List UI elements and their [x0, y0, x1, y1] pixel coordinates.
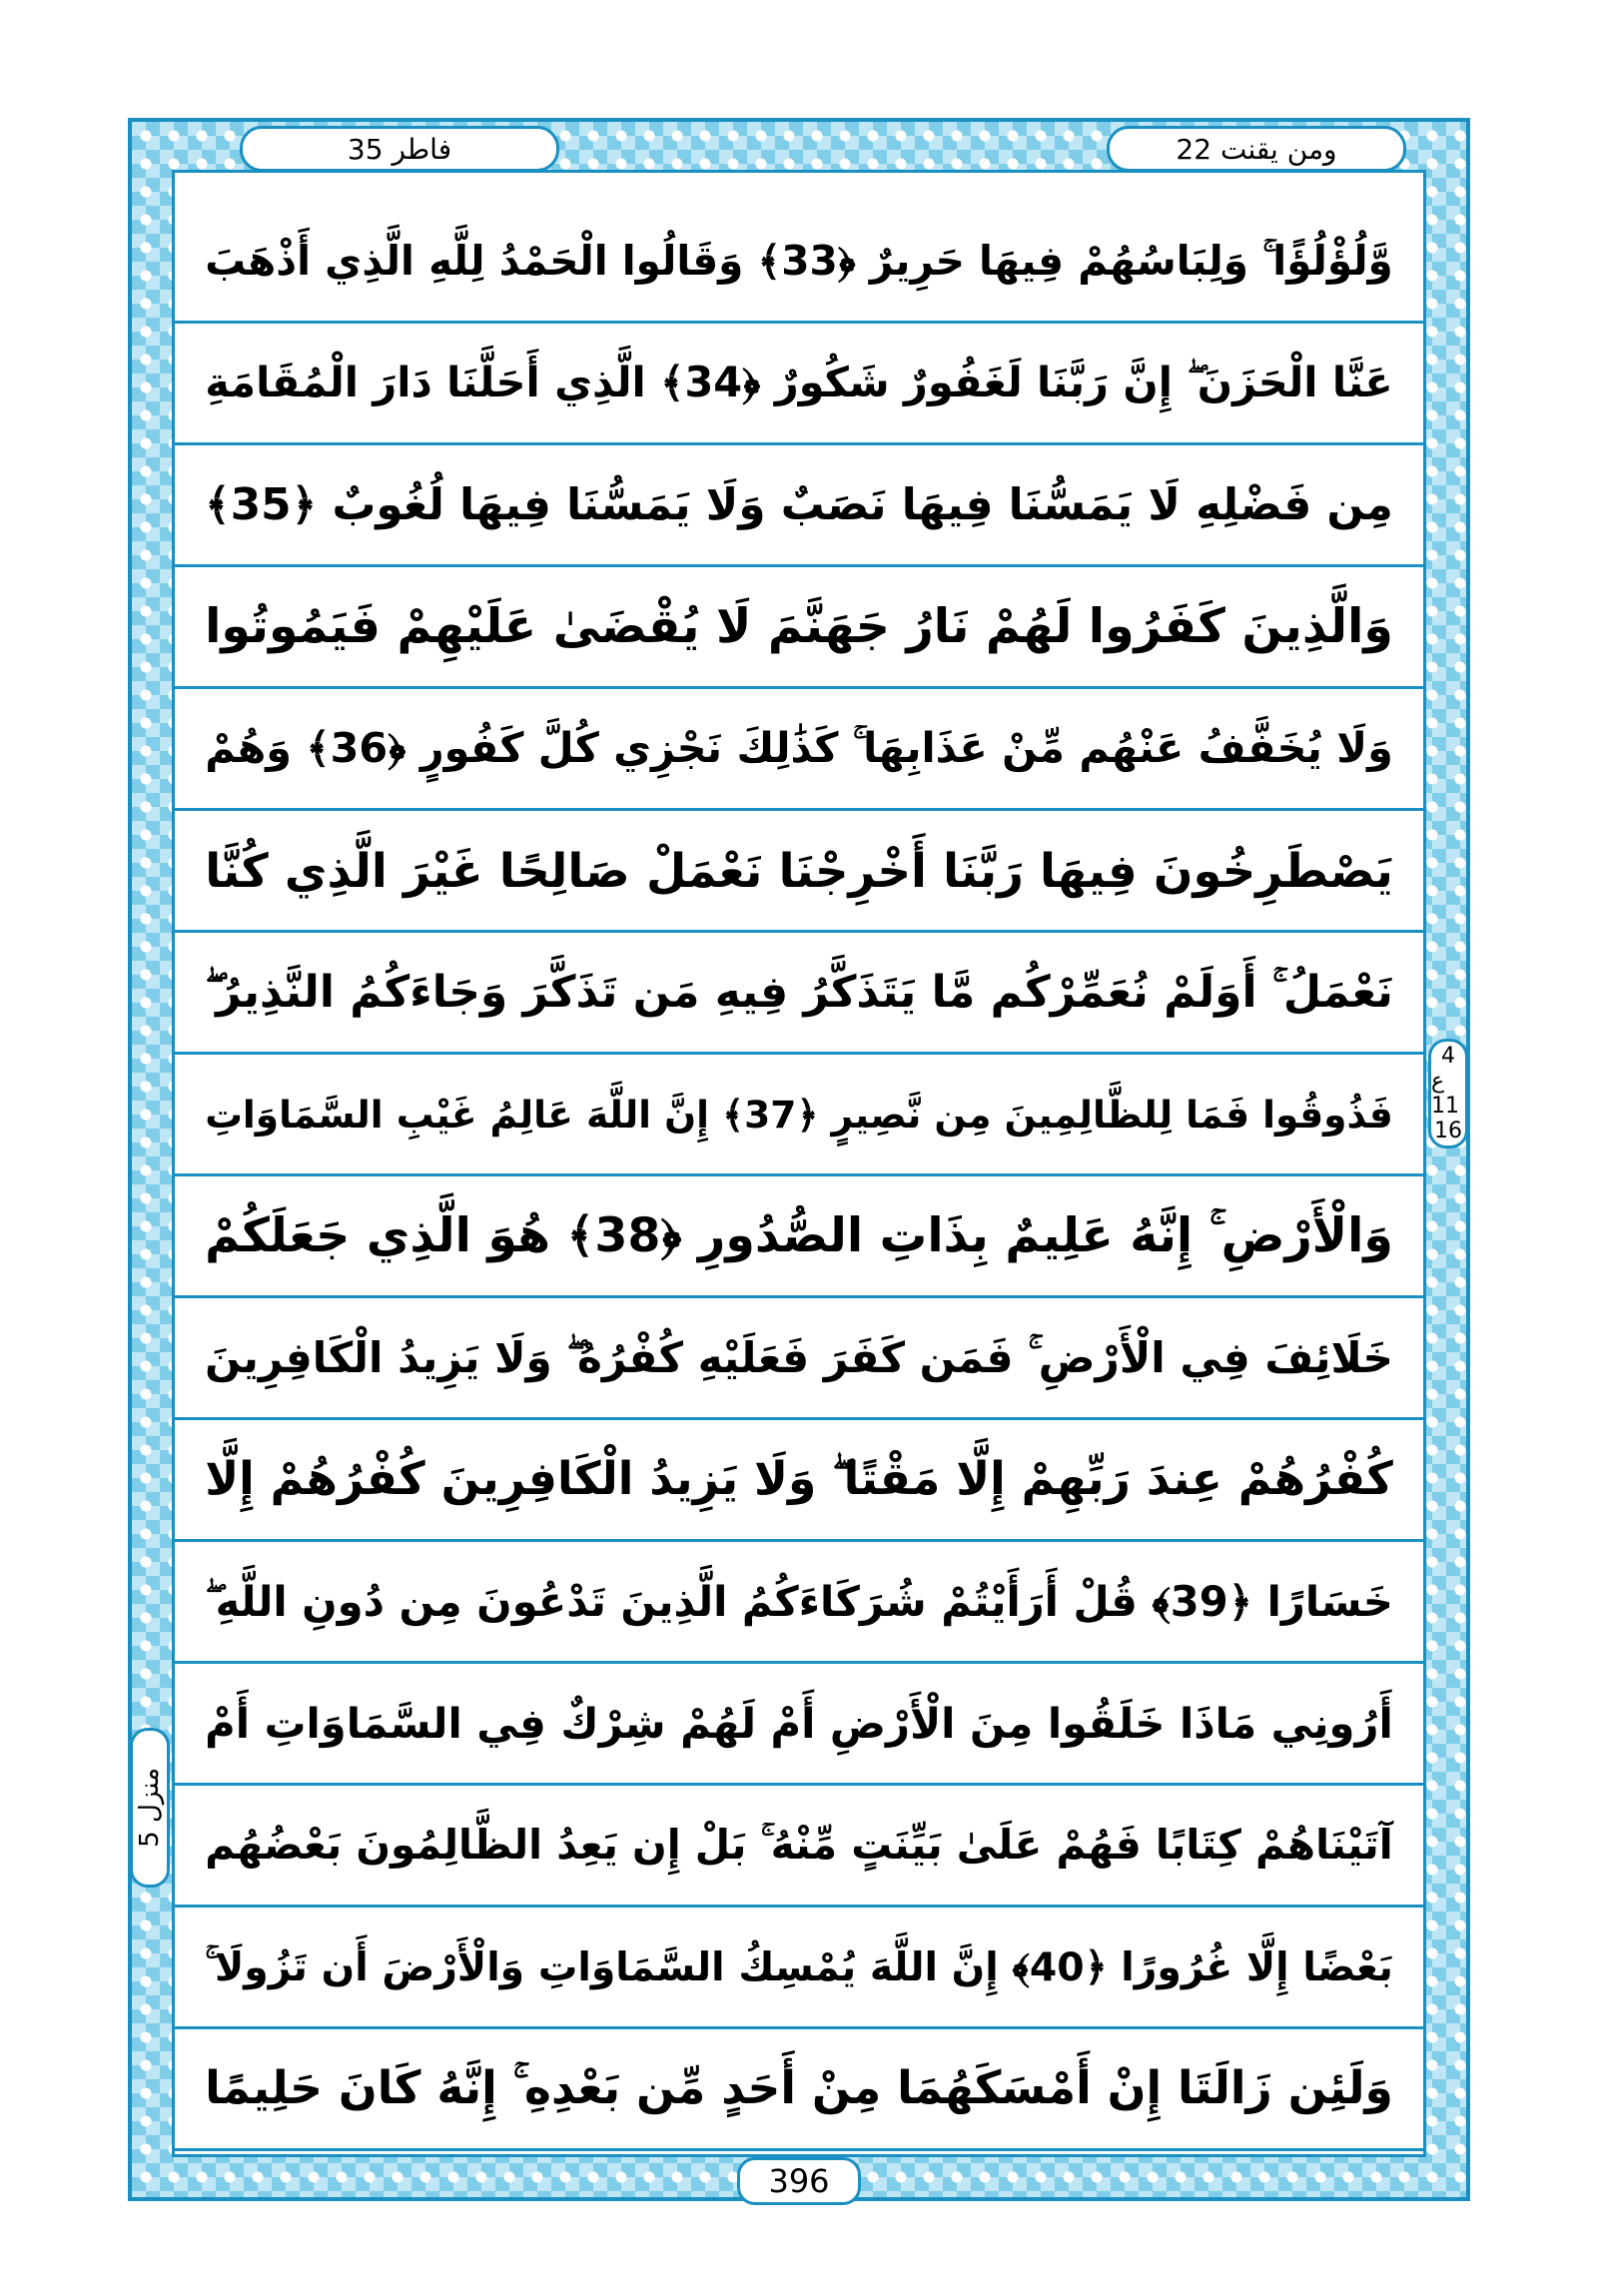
ruku-top: 4	[1441, 1044, 1455, 1069]
page-number	[737, 2157, 861, 2205]
verse-line	[172, 1542, 1426, 1664]
ruku-mid: ع 11	[1431, 1069, 1459, 1119]
verse-line	[172, 1664, 1426, 1786]
verse-line-text: عَنَّا الْحَزَنَ ۖ إِنَّ رَبَّنَا لَغَفُورٌ شَكُورٌ ﴿34﴾ الَّذِي أَحَلَّنَا دَارَ الْمُقَامَةِ	[205, 359, 1393, 406]
verse-line-text: يَصْطَرِخُونَ فِيهَا رَبَّنَا أَخْرِجْنَا نَعْمَلْ صَالِحًا غَيْرَ الَّذِي كُنَّا	[205, 843, 1393, 898]
verse-line	[172, 933, 1426, 1055]
verse-line	[172, 567, 1426, 689]
verse-line	[172, 445, 1426, 567]
ruku-bottom: 16	[1434, 1119, 1462, 1144]
verse-line-text: نَعْمَلُ ۚ أَوَلَمْ نُعَمِّرْكُم مَّا يَتَذَكَّرُ فِيهِ مَن تَذَكَّرَ وَجَاءَكُمُ النَّذِيرُ ۖ	[205, 967, 1393, 1018]
juz-header	[1107, 126, 1406, 172]
surah-name: فاطر 35	[347, 132, 452, 166]
verse-line	[172, 1908, 1426, 2029]
verse-line	[172, 689, 1426, 811]
manzil-label: منزل 5	[135, 1768, 165, 1848]
verse-line	[172, 202, 1426, 324]
verse-line-text: أَرُونِي مَاذَا خَلَقُوا مِنَ الْأَرْضِ أَمْ لَهُمْ شِرْكٌ فِي السَّمَاوَاتِ أَمْ	[205, 1699, 1393, 1748]
verse-line	[172, 1055, 1426, 1176]
page-number-text: 396	[768, 2162, 830, 2200]
verse-line	[172, 1176, 1426, 1298]
verse-line-text: كُفْرُهُمْ عِندَ رَبِّهِمْ إِلَّا مَقْتًا ۖ وَلَا يَزِيدُ الْكَافِرِينَ كُفْرُهُمْ إِلَّا	[205, 1452, 1393, 1505]
verse-line-text: وَلَا يُخَفَّفُ عَنْهُم مِّنْ عَذَابِهَا ۚ كَذَٰلِكَ نَجْزِي كُلَّ كَفُورٍ ﴿36﴾ وَهُمْ	[205, 724, 1393, 772]
verse-line-text: وَّلُؤْلُؤًا ۚ وَلِبَاسُهُمْ فِيهَا حَرِيرٌ ﴿33﴾ وَقَالُوا الْحَمْدُ لِلَّهِ الَّذِي أَذْهَبَ	[205, 237, 1393, 285]
verse-line-text: مِن فَضْلِهِ لَا يَمَسُّنَا فِيهَا نَصَبٌ وَلَا يَمَسُّنَا فِيهَا لُغُوبٌ ﴿35﴾	[205, 479, 1393, 530]
verse-line	[172, 811, 1426, 933]
surah-header	[240, 126, 559, 172]
verse-line	[172, 1298, 1426, 1420]
juz-name: ومن يقنت 22	[1176, 132, 1337, 166]
ruku-marker	[1428, 1039, 1468, 1148]
verse-line-text: وَلَئِن زَالَتَا إِنْ أَمْسَكَهُمَا مِنْ أَحَدٍ مِّن بَعْدِهِ ۚ إِنَّهُ كَانَ حَلِيمًا	[205, 2061, 1393, 2114]
verse-line-text: وَالَّذِينَ كَفَرُوا لَهُمْ نَارُ جَهَنَّمَ لَا يُقْضَىٰ عَلَيْهِمْ فَيَمُوتُوا	[205, 599, 1393, 654]
verse-line-text: آتَيْنَاهُمْ كِتَابًا فَهُمْ عَلَىٰ بَيِّنَتٍ مِّنْهُ ۚ بَلْ إِن يَعِدُ الظَّالِمُونَ بَعْضُهُم	[205, 1821, 1393, 1869]
verse-line	[172, 2029, 1426, 2151]
verse-line	[172, 324, 1426, 445]
verse-line-text: خَلَائِفَ فِي الْأَرْضِ ۚ فَمَن كَفَرَ فَعَلَيْهِ كُفْرُهُ ۖ وَلَا يَزِيدُ الْكَافِرِينَ	[205, 1332, 1393, 1382]
manzil-marker	[130, 1728, 170, 1888]
verse-line	[172, 1420, 1426, 1542]
verse-line	[172, 1786, 1426, 1908]
verse-line-text: بَعْضًا إِلَّا غُرُورًا ﴿40﴾ إِنَّ اللَّهَ يُمْسِكُ السَّمَاوَاتِ وَالْأَرْضَ أَن تَزُولَا ۚ	[205, 1943, 1393, 1990]
verse-line-text: فَذُوقُوا فَمَا لِلظَّالِمِينَ مِن نَّصِيرٍ ﴿37﴾ إِنَّ اللَّهَ عَالِمُ غَيْبِ السَّمَاوَاتِ	[205, 1092, 1393, 1137]
verse-line-text: خَسَارًا ﴿39﴾ قُلْ أَرَأَيْتُمْ شُرَكَاءَكُمُ الَّذِينَ تَدْعُونَ مِن دُونِ اللَّهِ ۖ	[205, 1576, 1393, 1626]
verse-line-text: وَالْأَرْضِ ۚ إِنَّهُ عَلِيمٌ بِذَاتِ الصُّدُورِ ﴿38﴾ هُوَ الَّذِي جَعَلَكُمْ	[205, 1207, 1393, 1263]
